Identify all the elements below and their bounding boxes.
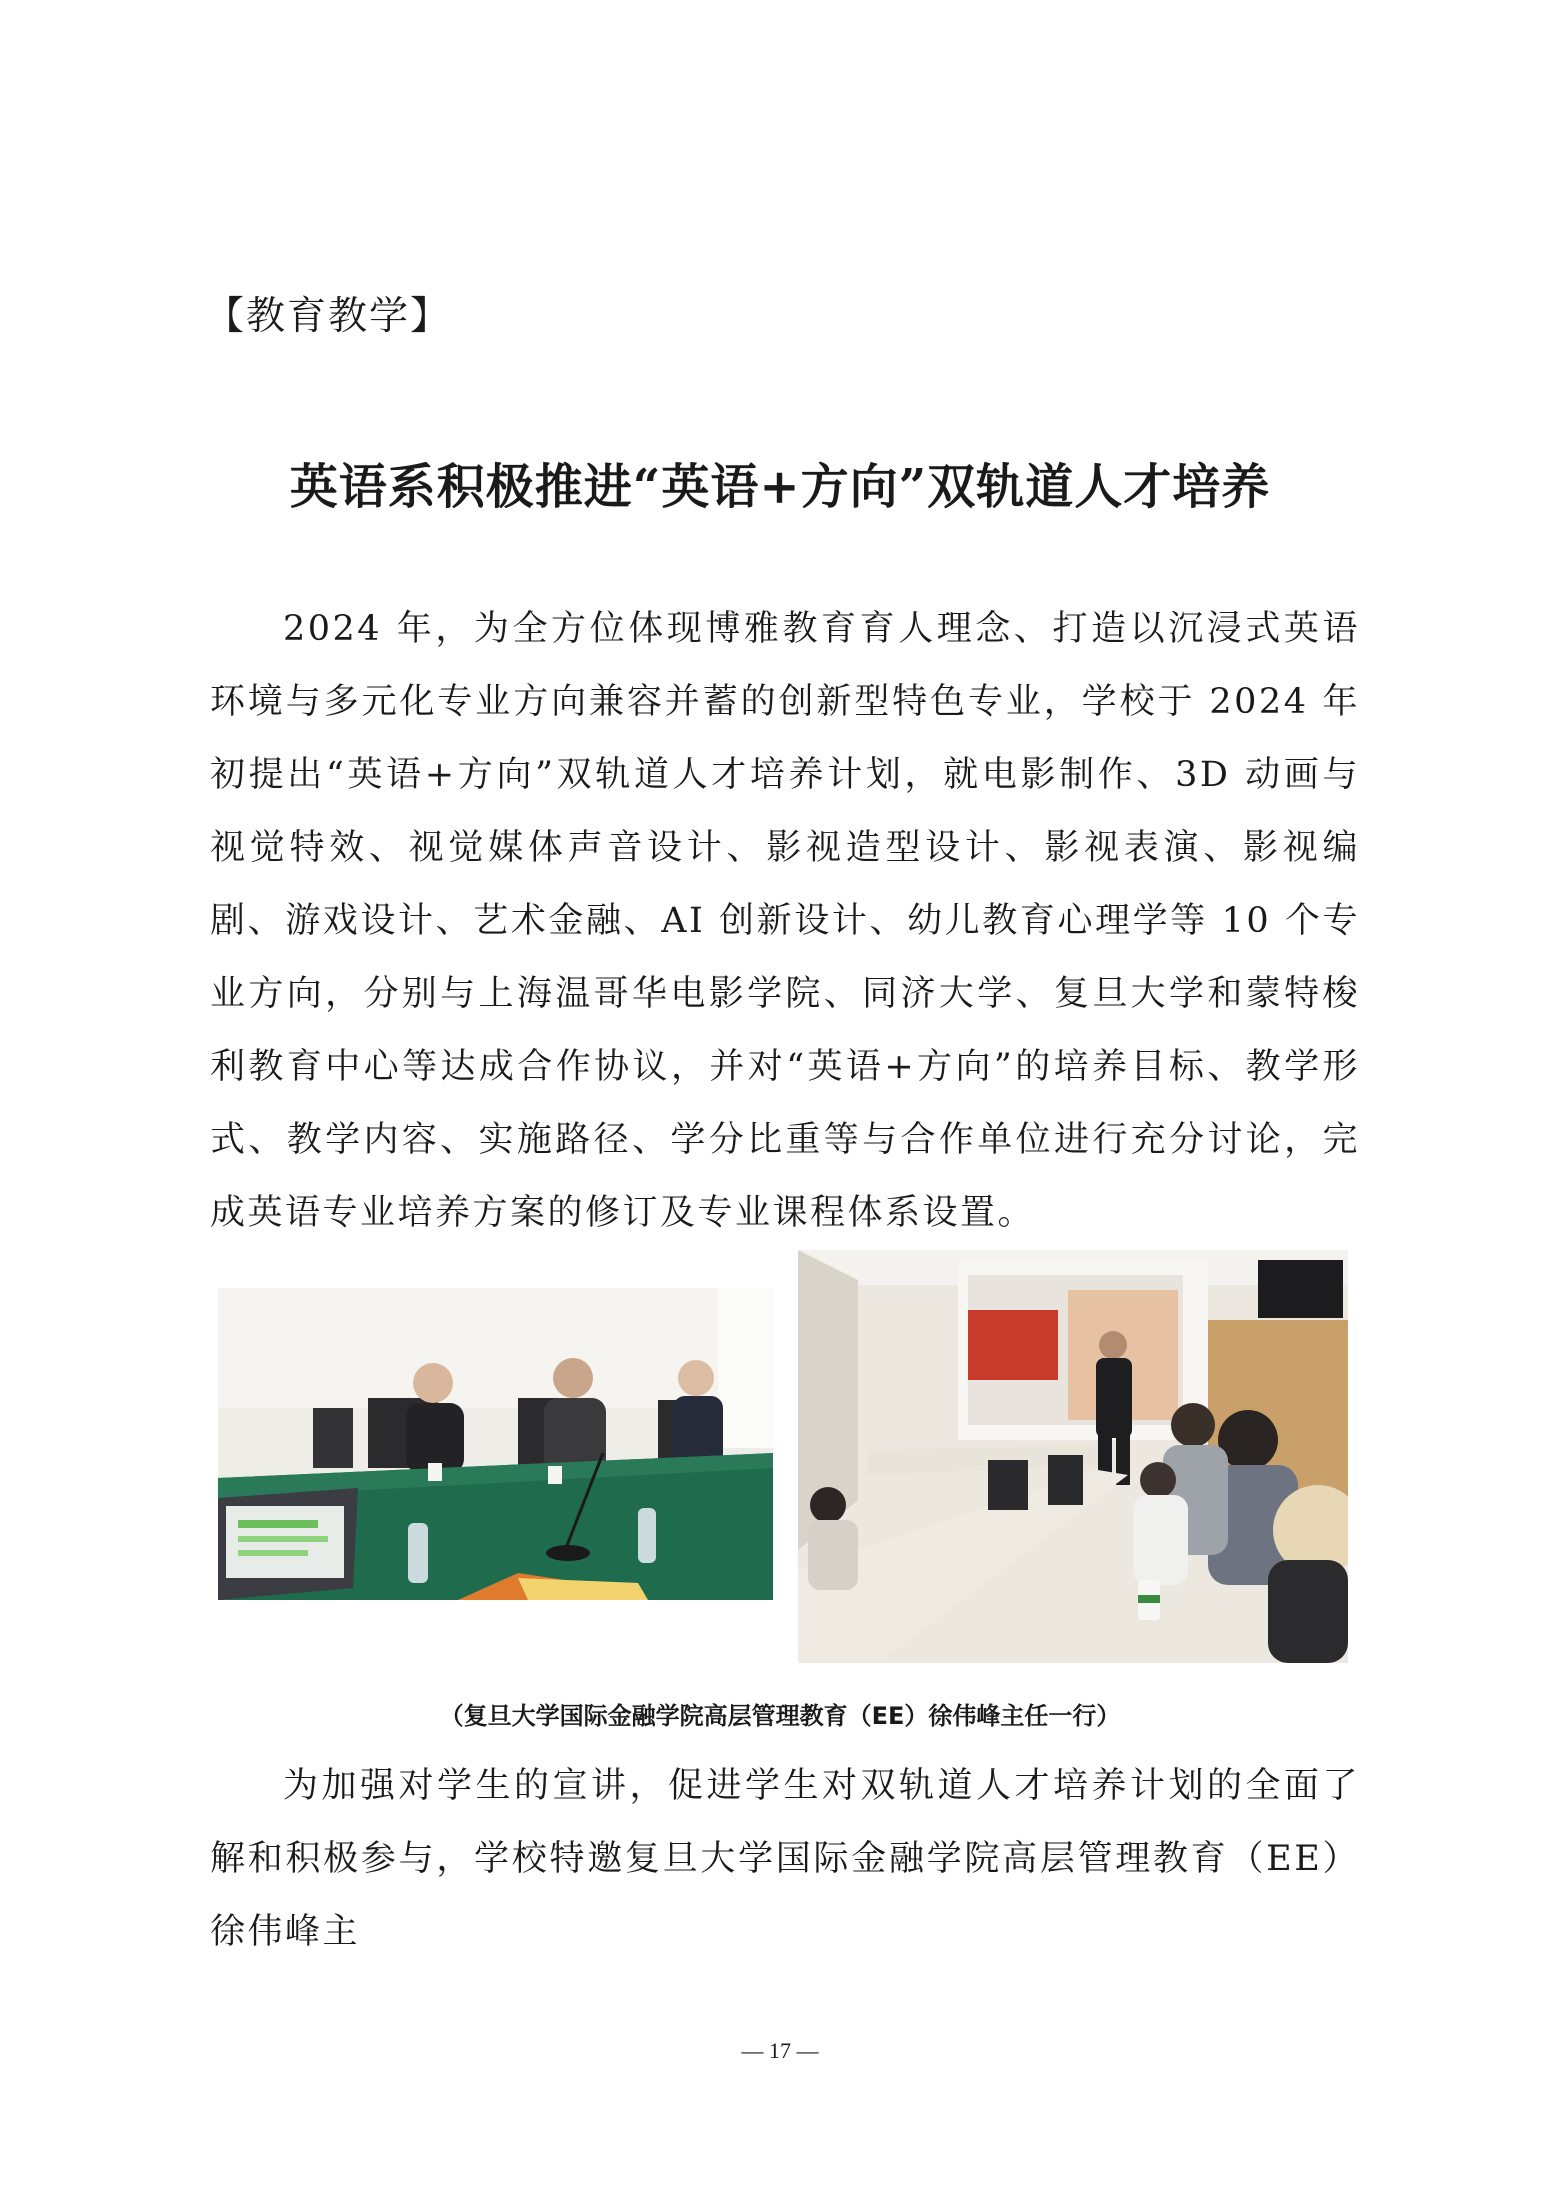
section-tag: 【教育教学】 xyxy=(205,294,452,339)
page-number: — 17 — xyxy=(741,2038,819,2063)
body-paragraph-2: 为加强对学生的宣讲，促进学生对双轨道人才培养计划的全面了解和积极参与，学校特邀复旦大学国际金融学院高层管理教育（EE）徐伟峰主 xyxy=(210,1766,1360,1952)
meeting-photo xyxy=(218,1288,773,1600)
body-paragraph-1: 2024 年，为全方位体现博雅教育育人理念、打造以沉浸式英语环境与多元化专业方向兼容并蓄的创新型特色专业，学校于 2024 年初提出“英语+方向”双轨道人才培养计划，就电影制作、3D 动画与视觉特效、视觉媒体声音设计、影视造型设计、影视表演、影视编剧、游戏设计、艺术金融、AI 创新设计、幼儿教育心理学等 10 个专业方向，分别与上海温哥华电影学院、同济大学、复旦大学和蒙特梭利教育中心等达成合作协议，并对“英语+方向”的培养目标、教学形式、教学内容、实施路径、学分比重等与合作单位进行充分讨论，完成英语专业培养方案的修订及专业课程体系设置。 xyxy=(210,609,1360,1233)
lecture-photo xyxy=(798,1250,1348,1663)
photo-caption: （复旦大学国际金融学院高层管理教育（EE）徐伟峰主任一行） xyxy=(439,1702,1121,1730)
article-title: 英语系积极推进“英语+方向”双轨道人才培养 xyxy=(289,459,1271,515)
